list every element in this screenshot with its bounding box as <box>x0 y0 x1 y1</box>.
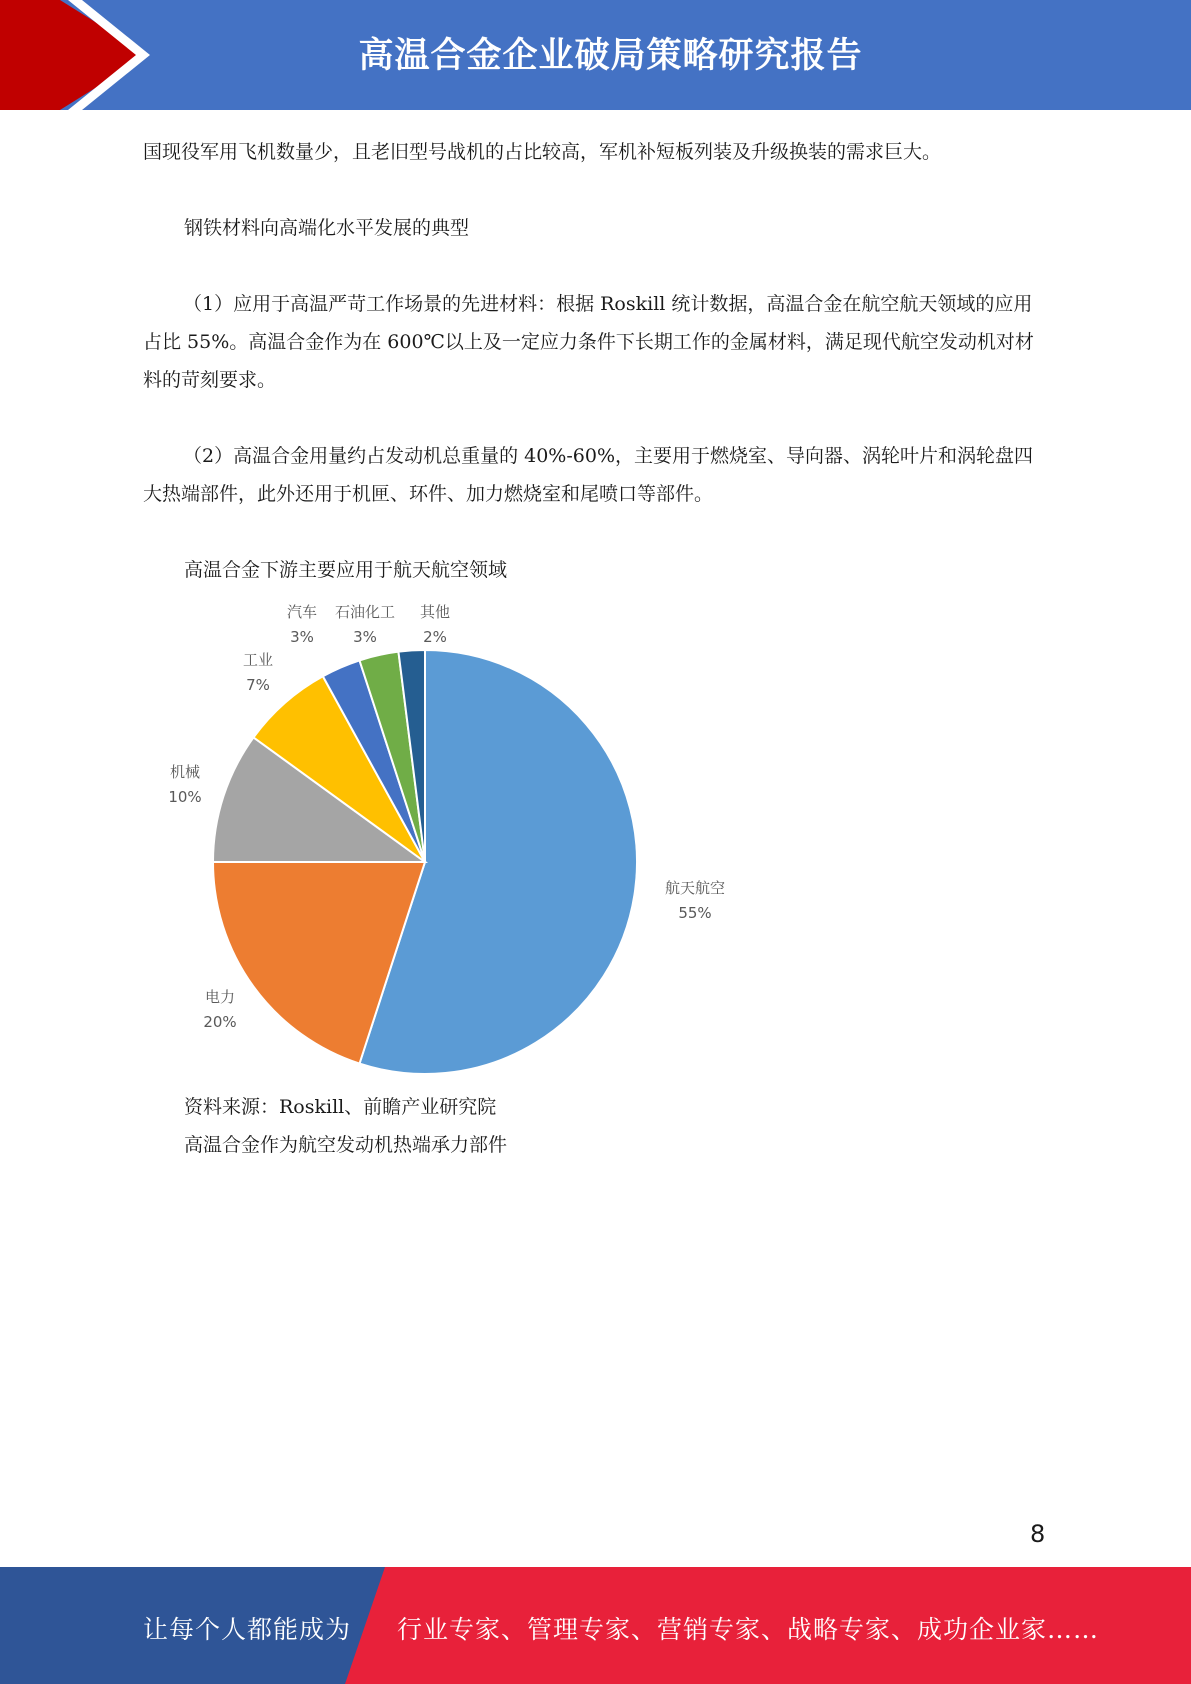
pie-label-6: 石油化工 <box>334 603 396 621</box>
page-number: 8 <box>1030 1520 1046 1548</box>
pie-label-4: 工业 <box>242 651 274 669</box>
pie-label-1: 航天航空 <box>664 879 726 897</box>
header-bar <box>0 0 1191 110</box>
pie-label-2: 电力 <box>204 988 236 1006</box>
pie-value-label-1: 55% <box>678 904 712 922</box>
pie-slices <box>213 650 637 1074</box>
figure-caption: 高温合金作为航空发动机热端承力部件 <box>184 1134 508 1156</box>
report-title: 高温合金企业破局策略研究报告 <box>358 36 863 76</box>
pie-value-label-3: 10% <box>168 788 202 806</box>
paragraph-1: （1）应用于高温严苛工作场景的先进材料：根据 Roskill 统计数据，高温合金在航空航天领域的应用占比 55%。高温合金作为在 600℃以上及一定应力条件下长期工作的金属材料，满足现代航空发动机对材料的苛刻要求。 <box>143 293 1034 391</box>
pie-value-label-7: 2% <box>423 628 447 646</box>
footer-slogan-left: 让每个人都能成为 <box>143 1615 352 1644</box>
pie-label-7: 其他 <box>419 603 451 621</box>
chart-caption: 高温合金下游主要应用于航天航空领域 <box>184 559 508 581</box>
pie-value-label-4: 7% <box>246 676 270 694</box>
footer-slogan-right: 行业专家、管理专家、营销专家、战略专家、成功企业家…… <box>397 1615 1100 1644</box>
section-heading: 钢铁材料向高端化水平发展的典型 <box>184 217 470 239</box>
pie-label-3: 机械 <box>169 763 201 781</box>
paragraph-2: （2）高温合金用量约占发动机总重量的 40%-60%，主要用于燃烧室、导向器、涡轮叶片和涡轮盘四大热端部件，此外还用于机匣、环件、加力燃烧室和尾喷口等部件。 <box>143 445 1034 505</box>
pie-chart <box>150 595 770 1085</box>
paragraph-intro: 国现役军用飞机数量少，且老旧型号战机的占比较高，军机补短板列装及升级换装的需求巨大。 <box>143 141 942 163</box>
pie-label-5: 汽车 <box>286 603 318 621</box>
source-note: 资料来源：Roskill、前瞻产业研究院 <box>184 1096 497 1118</box>
pie-value-label-6: 3% <box>353 628 377 646</box>
pie-value-label-2: 20% <box>203 1013 237 1031</box>
pie-value-label-5: 3% <box>290 628 314 646</box>
